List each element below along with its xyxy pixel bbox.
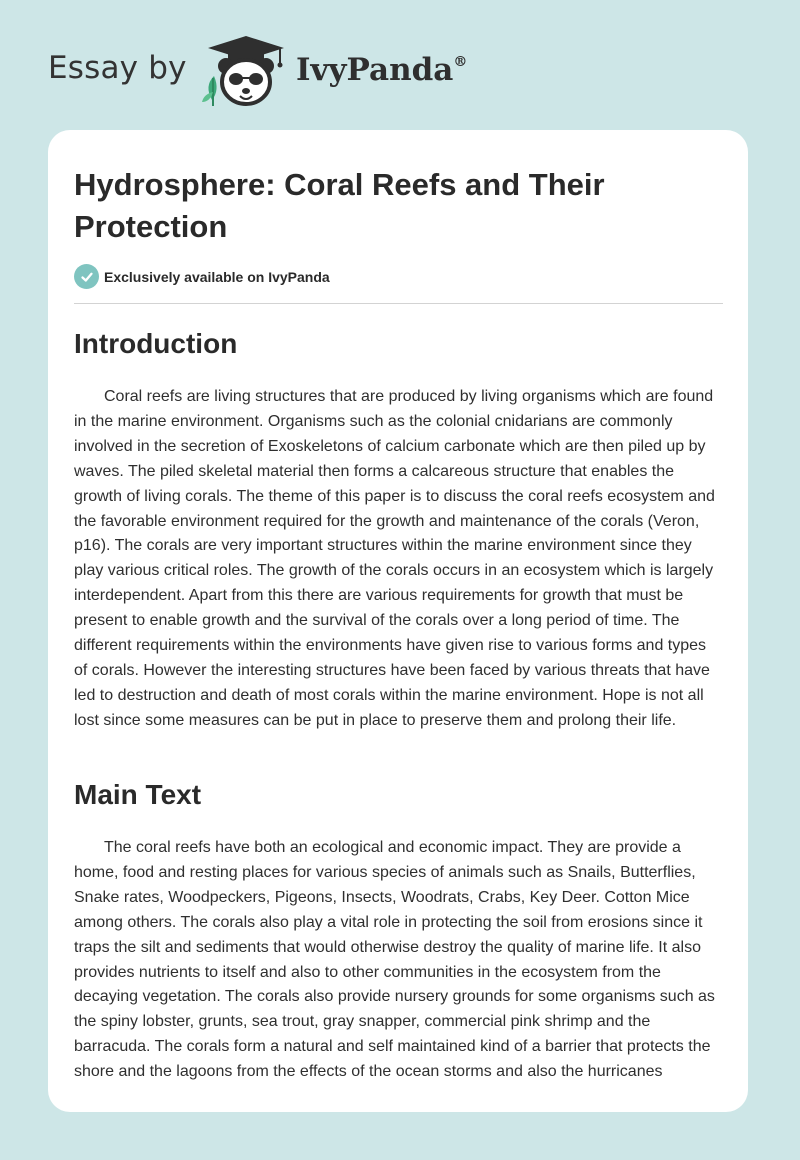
panda-logo-icon[interactable] (200, 34, 292, 110)
essay-by-label: Essay by (48, 50, 187, 86)
essay-card (48, 130, 748, 1112)
site-header (0, 0, 800, 120)
exclusive-badge-text: Exclusively available on IvyPanda (104, 268, 330, 285)
section-body-introduction: Coral reefs are living structures that are produced by living organisms which are found in the marine environment. Organisms such as the colonial cnidarians are commonly involved in the secretion of Exoskeletons of calcium carbonate which are then piled up by waves. The piled skeletal material then forms a calcareous structure that enables the growth of living corals. The theme of this paper is to discuss the coral reefs ecosystem and the favorable environment required for the growth and maintenance of the corals (Veron, p16). The corals are very important structures within the marine environment since they play various critical roles. The growth of the corals occurs in an ecosystem which is largely interdependent. Apart from this there are various requirements for growth that must be present to enable growth and the survival of the corals over a long period of time. The different requirements within the environments have given rise to various forms and types of corals. However the interesting structures have been faced by various threats that have led to destruction and death of most corals within the marine environment. Hope is not all lost since some measures can be put in place to preserve them and prolong their life. (74, 388, 715, 729)
page-title: Hydrosphere: Coral Reefs and Their Protection (74, 167, 605, 244)
section-body-main-text: The coral reefs have both an ecological and economic impact. They are provide a home, food and resting places for various species of animals such as Snails, Butterflies, Snake rates, Woodpeckers, Pigeons, Insects, Woodrats, Crabs, Key Deer. Cotton Mice among others. The corals also play a vital role in protecting the soil from erosions since it traps the silt and sediments that would otherwise destroy the quality of marine life. It also provides nutrients to itself and also to other communities in the ecosystem from the decaying vegetation. The corals also provide nursery grounds for some organisms such as the spiny lobster, grunts, sea trout, gray snapper, commercial pink shrimp and the barracuda. The corals form a natural and self maintained kind of a barrier that protects the shore and the lagoons from the effects of the ocean storms and also the hurricanes (74, 839, 715, 1081)
section-heading-main-text: Main Text (74, 779, 202, 810)
exclusive-badge (74, 264, 330, 289)
divider (74, 303, 723, 304)
section-heading-introduction: Introduction (74, 328, 238, 359)
registered-mark: ® (453, 54, 468, 70)
brand-name[interactable]: IvyPanda® (296, 52, 468, 88)
check-icon (74, 264, 99, 289)
